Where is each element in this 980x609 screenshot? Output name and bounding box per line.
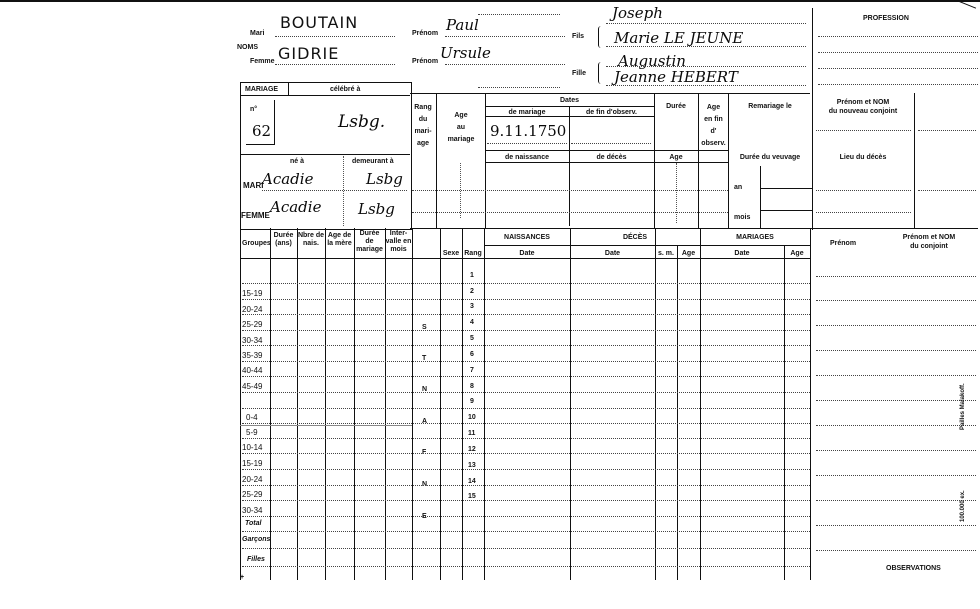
- prenom-mari-label: Prénom: [412, 30, 439, 37]
- femme-nom: GIDRIE: [278, 44, 340, 63]
- date-mariage: 9.11.1750: [490, 122, 567, 140]
- total-label: Total: [245, 520, 262, 527]
- rang-number: 9: [470, 398, 474, 405]
- prenom-header: Prénom: [830, 240, 857, 247]
- nbre-nais-header: Nbre de nais.: [297, 232, 325, 247]
- group-label: 25-29: [242, 490, 263, 499]
- enfants-letter: A: [422, 418, 428, 425]
- ne-a-label: né à: [290, 158, 305, 165]
- groupes-header: Groupes: [242, 240, 271, 247]
- rang-number: 6: [470, 351, 474, 358]
- group-label: 15-19: [242, 289, 263, 298]
- rang-number: 14: [468, 478, 476, 485]
- mariage-lieu: Lsbg.: [338, 112, 386, 132]
- sexe-header: Sexe: [442, 250, 460, 257]
- mariage-age-header: Age: [790, 250, 804, 257]
- femme-row-label: FEMME: [241, 211, 270, 220]
- rang-number: 1: [470, 272, 474, 279]
- naissances-header: NAISSANCES: [504, 234, 550, 241]
- numero-label: n°: [250, 106, 258, 113]
- mariage-date-header: Date: [734, 250, 750, 257]
- mari-demeurant: Lsbg: [366, 170, 403, 188]
- rang-number: 15: [468, 493, 476, 500]
- lieu-deces-label: Lieu du décès: [839, 154, 887, 161]
- rang-header: Rang: [464, 250, 482, 257]
- enfants-letter: E: [422, 513, 427, 520]
- celebre-label: célébré à: [330, 86, 361, 93]
- fils-line1: Joseph: [612, 4, 663, 22]
- femme-ne: Acadie: [270, 198, 322, 216]
- mari-prenom: Paul: [446, 16, 479, 34]
- age-mere-header: Age de la mère: [327, 232, 352, 247]
- remariage-label: Remariage le: [748, 103, 792, 110]
- rang-number: 10: [468, 414, 476, 421]
- fille-label: Fille: [572, 70, 587, 77]
- group-label: 10-14: [242, 443, 263, 452]
- rang-number: 5: [470, 335, 474, 342]
- tirage-mark: 100.000 ex.: [960, 490, 966, 522]
- rang-number: 12: [468, 446, 476, 453]
- dates-label: Dates: [559, 97, 580, 104]
- group-label: 20-24: [242, 475, 263, 484]
- group-label: 25-29: [242, 320, 263, 329]
- femme-demeurant: Lsbg: [358, 200, 395, 218]
- demeurant-label: demeurant à: [352, 158, 394, 165]
- prenom-femme-label: Prénom: [412, 58, 439, 65]
- group-label: 30-34: [242, 506, 263, 515]
- enfants-letter: T: [422, 355, 427, 362]
- mari-nom: BOUTAIN: [280, 13, 359, 32]
- femme-prenom: Ursule: [440, 44, 491, 62]
- age-fin-observ-label: Age en fin d' observ.: [701, 104, 726, 147]
- naissance-date-header: Date: [519, 250, 535, 257]
- fille-line2: Jeanne HEBERT: [614, 68, 738, 86]
- mari-ne: Acadie: [262, 170, 314, 188]
- naissance-label: de naissance: [505, 154, 549, 161]
- enfants-letter: F: [422, 449, 427, 456]
- fille-line1: Augustin: [618, 52, 686, 70]
- duree-mariage-header: Durée de mariage: [356, 230, 383, 253]
- rang-number: 11: [468, 430, 476, 437]
- duree-ans-header: Durée (ans): [273, 232, 294, 247]
- group-label: 45-49: [242, 382, 263, 391]
- rang-mariage-label: Rang du mari- age: [414, 104, 432, 147]
- conjoint-header: Prénom et NOM du conjoint: [902, 234, 956, 250]
- enfants-letter: S: [422, 324, 427, 331]
- fils-line2: Marie LE JEUNE: [614, 29, 744, 47]
- mari-row-label: MARI: [243, 181, 264, 190]
- deces-date-header: Date: [604, 250, 621, 257]
- age-mariage-label: Age au mariage: [447, 112, 475, 143]
- observations-label: OBSERVATIONS: [886, 565, 941, 572]
- rang-number: 2: [470, 288, 474, 295]
- imprimeur-mark: Pailles Malakoff.: [960, 383, 966, 430]
- filles-label: Filles: [247, 556, 265, 563]
- enfants-letter: N: [422, 481, 428, 488]
- age-label: Age: [669, 154, 683, 161]
- rang-number: 3: [470, 303, 474, 310]
- garcons-label: Garçons: [242, 536, 271, 543]
- an-label: an: [734, 184, 743, 191]
- rang-number: 7: [470, 367, 474, 374]
- profession-label: PROFESSION: [863, 15, 909, 22]
- noms-label: NOMS: [237, 44, 258, 51]
- de-mariage-label: de mariage: [508, 109, 546, 116]
- plus-mark: +: [240, 574, 245, 581]
- fin-observ-label: de fin d'observ.: [586, 109, 637, 116]
- deces-age-header: Age: [681, 250, 696, 257]
- group-label: 0-4: [246, 413, 258, 422]
- group-label: 5-9: [246, 428, 258, 437]
- nouveau-conjoint-label: Prénom et NOM du nouveau conjoint: [828, 99, 898, 115]
- mariages-header: MARIAGES: [736, 234, 774, 241]
- mois-label: mois: [734, 214, 751, 221]
- mariage-title: MARIAGE: [245, 86, 279, 93]
- rang-number: 13: [468, 462, 476, 469]
- enfants-letter: N: [422, 386, 428, 393]
- corner-mark: [946, 0, 976, 22]
- fille-brace: [598, 62, 604, 84]
- femme-label: Femme: [250, 58, 275, 65]
- deces-label: de décès: [596, 154, 627, 161]
- group-label: 20-24: [242, 305, 263, 314]
- rang-number: 8: [470, 383, 474, 390]
- group-label: 30-34: [242, 336, 263, 345]
- duree-veuvage-label: Durée du veuvage: [739, 154, 801, 161]
- sm-header: s. m.: [658, 250, 674, 257]
- group-label: 15-19: [242, 459, 263, 468]
- mari-label: Mari: [250, 30, 265, 37]
- fils-brace: [598, 26, 604, 48]
- group-label: 35-39: [242, 351, 263, 360]
- intervalle-header: Inter- valle en mois: [385, 230, 412, 253]
- mariage-numero: 62: [252, 122, 272, 140]
- fils-label: Fils: [572, 33, 585, 40]
- deces-header: DÉCÈS: [622, 234, 648, 241]
- group-label: 40-44: [242, 366, 263, 375]
- duree-label: Durée: [666, 103, 686, 110]
- rang-number: 4: [470, 319, 474, 326]
